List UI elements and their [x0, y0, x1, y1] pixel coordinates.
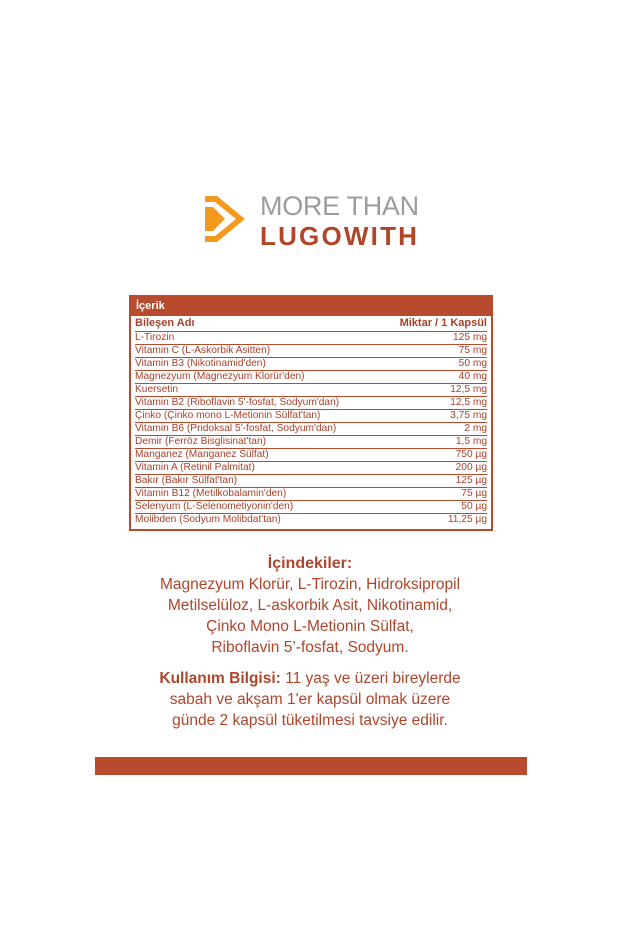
ingredients-line: Metilselüloz, L-askorbik Asit, Nikotinamid, [167, 597, 453, 614]
ingredient-name: Bakır (Bakır Sülfat'tan) [135, 475, 238, 486]
table-row [135, 514, 487, 526]
ingredient-name: Vitamin B2 (Riboflavin 5'-fosfat, Sodyum'dan) [135, 397, 340, 408]
ingredient-name: Vitamin B6 (Pridoksal 5'-fosfat, Sodyum'dan) [135, 423, 337, 434]
ingredient-name: Demir (Ferröz Bisglisinat'tan) [135, 436, 267, 447]
ingredient-amount: 11,25 µg [447, 514, 487, 525]
nutrition-table [129, 295, 493, 531]
ingredients-text [60, 574, 560, 658]
bottom-accent-bar [95, 757, 527, 775]
table-row [135, 501, 487, 514]
ingredient-amount: 750 µg [455, 449, 487, 460]
chevron-logo-icon [203, 194, 247, 244]
column-name-header: Bileşen Adı [135, 317, 195, 329]
ingredient-amount: 12,5 mg [450, 397, 487, 408]
ingredients-line: Çinko Mono L-Metionin Sülfat, [206, 618, 414, 635]
ingredient-amount: 75 µg [461, 488, 487, 499]
ingredient-name: Molibden (Sodyum Molibdat'tan) [135, 514, 281, 525]
ingredient-amount: 1,5 mg [455, 436, 487, 447]
table-column-header [135, 316, 487, 332]
ingredients-line: Magnezyum Klorür, L-Tirozin, Hidroksipropil [159, 576, 461, 593]
ingredient-name: Kuersetin [135, 384, 179, 395]
table-row [135, 397, 487, 410]
ingredient-name: Çinko (Çinko mono L-Metionin Sülfat'tan) [135, 410, 321, 421]
ingredient-amount: 75 mg [458, 345, 487, 356]
usage-section [80, 668, 540, 731]
ingredient-amount: 125 mg [453, 332, 487, 343]
table-row [135, 488, 487, 501]
ingredient-name: Vitamin B12 (Metilkobalamin'den) [135, 488, 287, 499]
table-title: İçerik [131, 297, 491, 316]
ingredient-name: L-Tirozin [135, 332, 175, 343]
ingredient-name: Vitamin A (Retinil Palmitat) [135, 462, 255, 473]
brand-line2: LUGOWITH [260, 221, 420, 251]
usage-line-1-text: 11 yaş ve üzeri bireylerde [280, 670, 461, 687]
usage-label: Kullanım Bilgisi: [159, 670, 281, 687]
table-row [135, 475, 487, 488]
ingredient-name: Vitamin B3 (Nikotinamid'den) [135, 358, 266, 369]
table-row [135, 462, 487, 475]
ingredient-amount: 125 µg [455, 475, 487, 486]
ingredient-amount: 50 µg [461, 501, 487, 512]
ingredient-amount: 12,5 mg [450, 384, 487, 395]
table-row [135, 332, 487, 345]
usage-line-1 [80, 668, 540, 689]
usage-line-3: günde 2 kapsül tüketilmesi tavsiye edilir. [172, 712, 448, 729]
ingredient-amount: 40 mg [458, 371, 487, 382]
brand-line1: MORE THAN [260, 191, 419, 221]
table-row [135, 423, 487, 436]
ingredient-amount: 50 mg [458, 358, 487, 369]
column-amount-header: Miktar / 1 Kapsül [399, 317, 487, 329]
table-row [135, 410, 487, 423]
ingredients-section [60, 553, 560, 658]
ingredient-name: Magnezyum (Magnezyum Klorür'den) [135, 371, 305, 382]
ingredient-amount: 3,75 mg [450, 410, 487, 421]
ingredients-title: İçindekiler: [267, 555, 353, 572]
table-row [135, 345, 487, 358]
table-row [135, 436, 487, 449]
usage-line-2: sabah ve akşam 1'er kapsül olmak üzere [169, 691, 451, 708]
ingredient-amount: 200 µg [455, 462, 487, 473]
brand-logo [203, 190, 433, 252]
table-row [135, 384, 487, 397]
table-row [135, 358, 487, 371]
table-row [135, 449, 487, 462]
table-rows [131, 316, 491, 529]
ingredients-line: Riboflavin 5’-fosfat, Sodyum. [211, 639, 409, 656]
table-row [135, 371, 487, 384]
ingredient-name: Vitamin C (L-Askorbik Asitten) [135, 345, 271, 356]
ingredient-amount: 2 mg [464, 423, 487, 434]
ingredient-name: Selenyum (L-Selenometiyonin'den) [135, 501, 294, 512]
ingredient-name: Manganez (Manganez Sülfat) [135, 449, 269, 460]
